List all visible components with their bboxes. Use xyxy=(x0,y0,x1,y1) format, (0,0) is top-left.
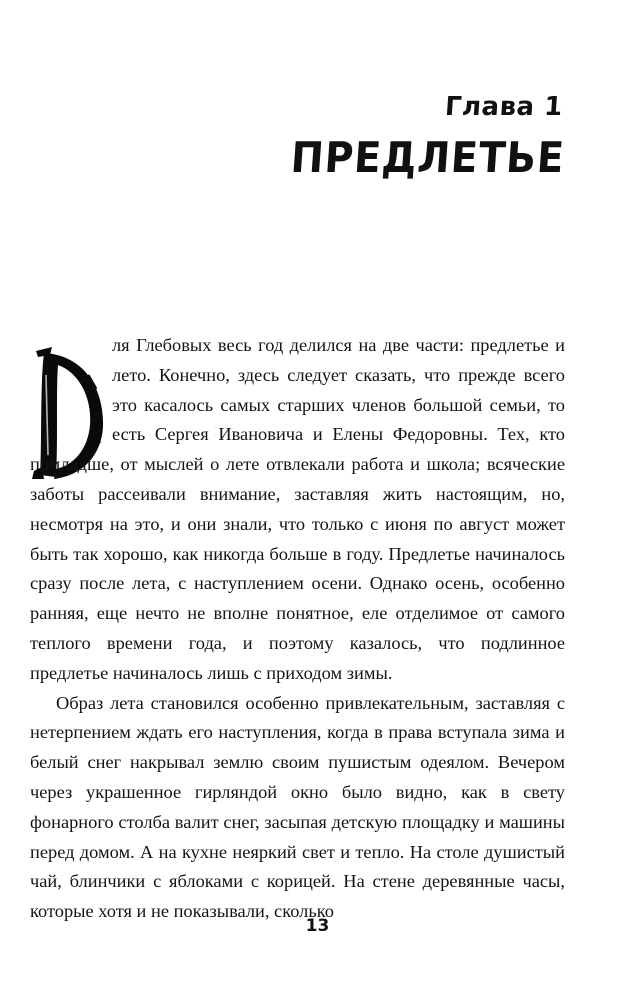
dropcap-spacer xyxy=(30,331,112,449)
chapter-label: Глава 1 xyxy=(444,92,565,122)
chapter-title: ПРЕДЛЕТЬЕ xyxy=(289,134,567,183)
paragraph-2: Образ лета становился особенно привлекательным, заставляя с нетерпением ждать его наступления, когда в права вступала зима и белый снег накрывал землю своим пушистым одеялом. Вечером через украшенное гирляндой окно было видно, как в свету фонарного столба валит снег, засыпая детскую площадку и машины перед домом. А на кухне неяркий свет и тепло. На столе душистый чай, блинчики с яблоками с корицей. На стене деревянные часы, которые хотя и не показывали, сколько xyxy=(30,692,565,922)
paragraph-1: ля Глебовых весь год делился на две части: предлетье и лето. Конечно, здесь следует сказать, что прежде всего это касалось самых старших членов большой семьи, то есть Сергея Ивановича и Елены Федоровны. Тех, кто помладше, от мыслей о лете отвлекали работа и школа; всяческие заботы рассеивали внимание, заставляя жить настоящим, но, несмотря на это, и они знали, что только с июня по август может быть так хорошо, как никогда больше в году. Предлетье начиналось сразу после лета, с наступлением осени. Однако осень, особенно ранняя, еще нечто не вполне понятное, еле отделимое от самого теплого времени года, и поэтому казалось, что подлинное предлетье начиналось лишь с приходом зимы. xyxy=(30,335,565,683)
page-number: 13 xyxy=(305,916,330,936)
chapter-text xyxy=(30,331,565,927)
